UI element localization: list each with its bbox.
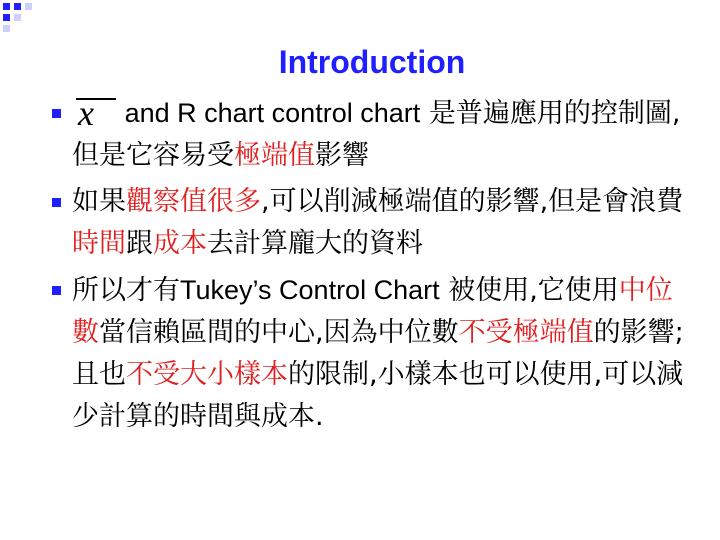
slide-title: Introduction: [278, 44, 466, 80]
bullet-item: [36, 181, 696, 265]
highlighted-text: 時間: [72, 228, 126, 259]
bullet-item: [36, 269, 696, 438]
x-bar-symbol: x: [72, 96, 116, 126]
corner-decoration: [0, 0, 60, 40]
square-bullet-icon: [52, 109, 61, 118]
bullet-text: ,可以削減極端值的影響,但是會浪費: [261, 186, 684, 217]
bullet-text: 去計算龐大的資料: [207, 228, 423, 259]
bullet-text: 跟: [126, 228, 153, 259]
bullet-text: 影響: [315, 140, 369, 171]
bullet-text: Tukey’s Control Chart: [180, 275, 440, 305]
bullet-text: 的限制,小樣本也可以使用,可以減少計算的時間與成本.: [72, 359, 684, 432]
bullet-item: [36, 92, 696, 177]
highlighted-text: 極端值: [234, 140, 315, 171]
bullet-list: [36, 92, 696, 442]
bullet-text: 是普遍應用的控制圖,但是它容易受: [72, 98, 681, 171]
bullet-text: 所以才有: [72, 275, 180, 306]
bullet-text: 如果: [72, 186, 126, 217]
highlighted-text: 中位數: [72, 275, 673, 348]
bullet-text: 的影響;且也: [72, 317, 684, 390]
bullet-text: 被使用,它使用: [439, 275, 619, 306]
bullet-text: 當信賴區間的中心,因為中位數: [99, 317, 459, 348]
bullet-text: and R chart control chart: [124, 98, 421, 128]
highlighted-text: 成本: [153, 228, 207, 259]
highlighted-text: 觀察值很多: [126, 186, 261, 217]
highlighted-text: 不受大小樣本: [126, 359, 288, 390]
highlighted-text: 不受極端值: [458, 317, 594, 348]
square-bullet-icon: [52, 198, 61, 207]
square-bullet-icon: [52, 286, 61, 295]
